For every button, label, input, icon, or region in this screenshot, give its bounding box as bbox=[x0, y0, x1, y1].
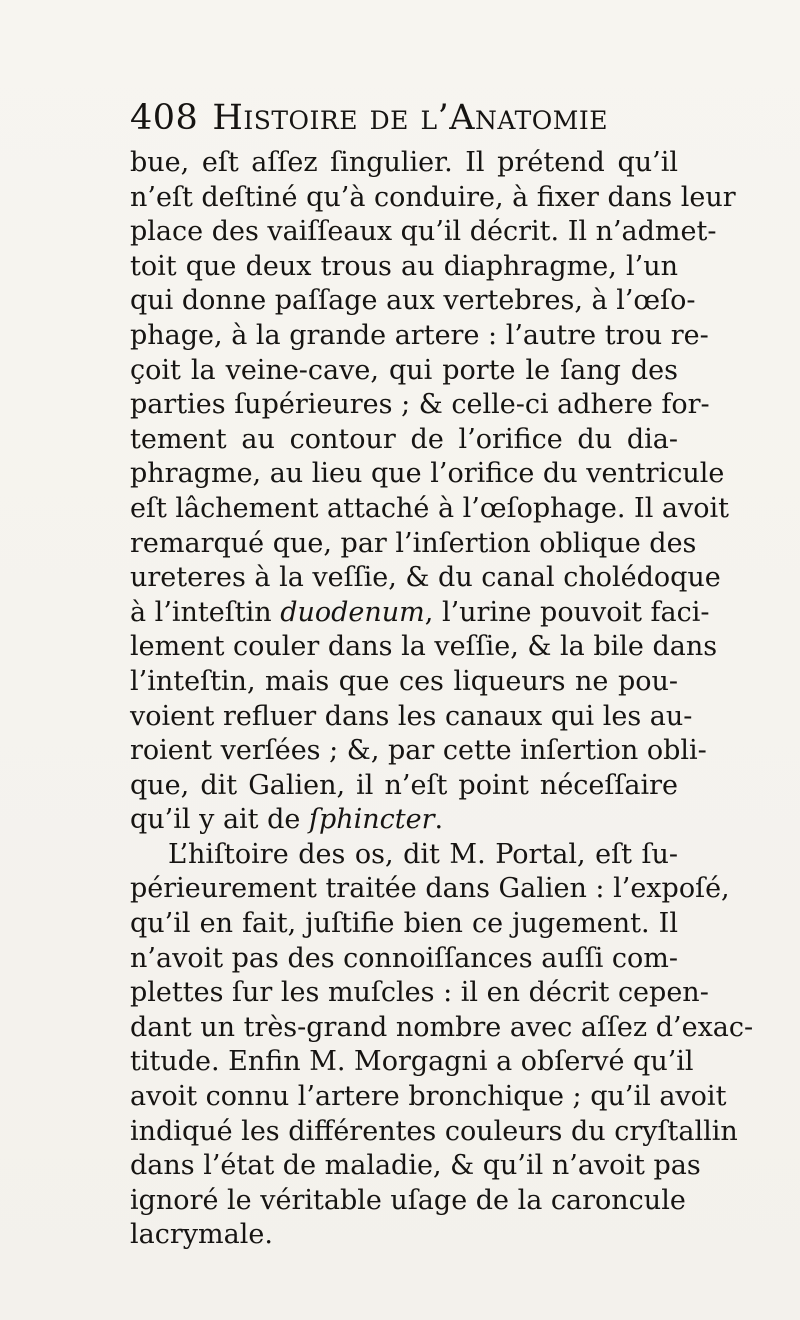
text-run: . bbox=[434, 804, 444, 836]
running-title: Histoire de l’Anatomie bbox=[212, 98, 608, 138]
running-header bbox=[130, 96, 670, 140]
text-line bbox=[130, 284, 696, 319]
text-line bbox=[130, 1218, 678, 1253]
text-line bbox=[130, 1149, 701, 1184]
italic-term: ſphincter bbox=[308, 804, 435, 836]
text-run: çoit la veine-cave, qui porte le ſang des bbox=[130, 354, 678, 386]
text-line bbox=[130, 769, 678, 804]
text-line bbox=[130, 354, 678, 389]
text-line bbox=[130, 146, 678, 181]
text-run: roient verſées ; &, par cette inſertion obli- bbox=[130, 735, 707, 767]
text-line bbox=[130, 457, 725, 492]
text-run: que, dit Galien, il n’eſt point néceſſaire bbox=[130, 769, 678, 801]
text-run: bue, eſt aſſez ſingulier. Il prétend qu’il bbox=[130, 147, 678, 178]
text-run: place des vaiſſeaux qu’il décrit. Il n’admet- bbox=[130, 216, 717, 248]
text-run: voient refluer dans les canaux qui les au- bbox=[130, 700, 693, 732]
text-line bbox=[130, 630, 718, 665]
text-line bbox=[130, 838, 678, 873]
text-line bbox=[130, 1080, 727, 1115]
page-number: 408 bbox=[130, 98, 199, 138]
text-run: qu’il y ait de bbox=[130, 804, 309, 836]
text-line bbox=[130, 181, 736, 216]
text-line bbox=[130, 423, 678, 458]
text-line bbox=[130, 665, 678, 700]
text-line bbox=[130, 734, 707, 769]
text-line bbox=[130, 561, 721, 596]
text-run: ureteres à la veſſie, & du canal cholédoque bbox=[130, 562, 721, 594]
text-line bbox=[130, 1115, 738, 1150]
text-run: avoit connu l’artere bronchique ; qu’il avoit bbox=[130, 1081, 727, 1113]
text-run: l’inteſtin, mais que ces liqueurs ne pou- bbox=[130, 665, 678, 697]
text-run: phage, à la grande artere : l’autre trou re- bbox=[130, 319, 709, 351]
text-run: plettes ſur les muſcles : il en décrit cepen- bbox=[130, 977, 709, 1009]
text-line bbox=[130, 1184, 686, 1219]
text-line bbox=[130, 596, 710, 631]
text-run: tement au contour de l’orifice du dia- bbox=[130, 423, 678, 455]
text-line bbox=[130, 907, 678, 942]
text-run: dant un très-grand nombre avec aſſez d’exac- bbox=[130, 1011, 754, 1043]
text-run: phragme, au lieu que l’orifice du ventricule bbox=[130, 458, 725, 490]
text-run: L’hiſtoire des os, dit M. Portal, eſt ſu- bbox=[168, 838, 678, 870]
text-run: dans l’état de maladie, & qu’il n’avoit pas bbox=[130, 1150, 701, 1182]
text-line bbox=[130, 1011, 754, 1046]
text-run: lacrymale. bbox=[130, 1219, 273, 1251]
text-line bbox=[130, 872, 730, 907]
text-run: n’avoit pas des connoiſſances auſſi com- bbox=[130, 942, 679, 974]
text-run: toit que deux trous au diaphragme, l’un bbox=[130, 250, 678, 282]
text-run: qui donne paſſage aux vertebres, à l’œſo- bbox=[130, 285, 696, 317]
text-line bbox=[130, 388, 710, 423]
text-run: périeurement traitée dans Galien : l’expoſé, bbox=[130, 873, 730, 905]
text-line bbox=[130, 1045, 694, 1080]
text-run: parties ſupérieures ; & celle-ci adhere for- bbox=[130, 389, 710, 421]
body-text bbox=[130, 146, 754, 1253]
text-run: indiqué les différentes couleurs du cryſtallin bbox=[130, 1115, 738, 1147]
text-run: ignoré le véritable uſage de la caroncule bbox=[130, 1184, 686, 1216]
text-line bbox=[130, 492, 730, 527]
text-line bbox=[130, 319, 709, 354]
text-line bbox=[130, 250, 678, 285]
text-line bbox=[130, 942, 678, 977]
text-line bbox=[130, 803, 678, 838]
text-line bbox=[130, 527, 697, 562]
text-run: remarqué que, par l’inſertion oblique des bbox=[130, 527, 697, 559]
text-run: , l’urine pouvoit faci- bbox=[424, 596, 710, 628]
text-run: n’eſt deſtiné qu’à conduire, à fixer dans leur bbox=[130, 181, 736, 213]
text-run: eſt lâchement attaché à l’œſophage. Il avoit bbox=[130, 492, 730, 524]
text-run: qu’il en fait, juſtifie bien ce jugement. Il bbox=[130, 908, 678, 940]
text-run: titude. Enfin M. Morgagni a obſervé qu’il bbox=[130, 1046, 694, 1078]
text-line bbox=[130, 976, 709, 1011]
text-line bbox=[130, 215, 717, 250]
text-run: à l’inteſtin bbox=[130, 596, 281, 628]
italic-term: duodenum bbox=[280, 596, 425, 628]
text-run: lement couler dans la veſſie, & la bile dans bbox=[130, 631, 718, 663]
text-line bbox=[130, 700, 693, 735]
